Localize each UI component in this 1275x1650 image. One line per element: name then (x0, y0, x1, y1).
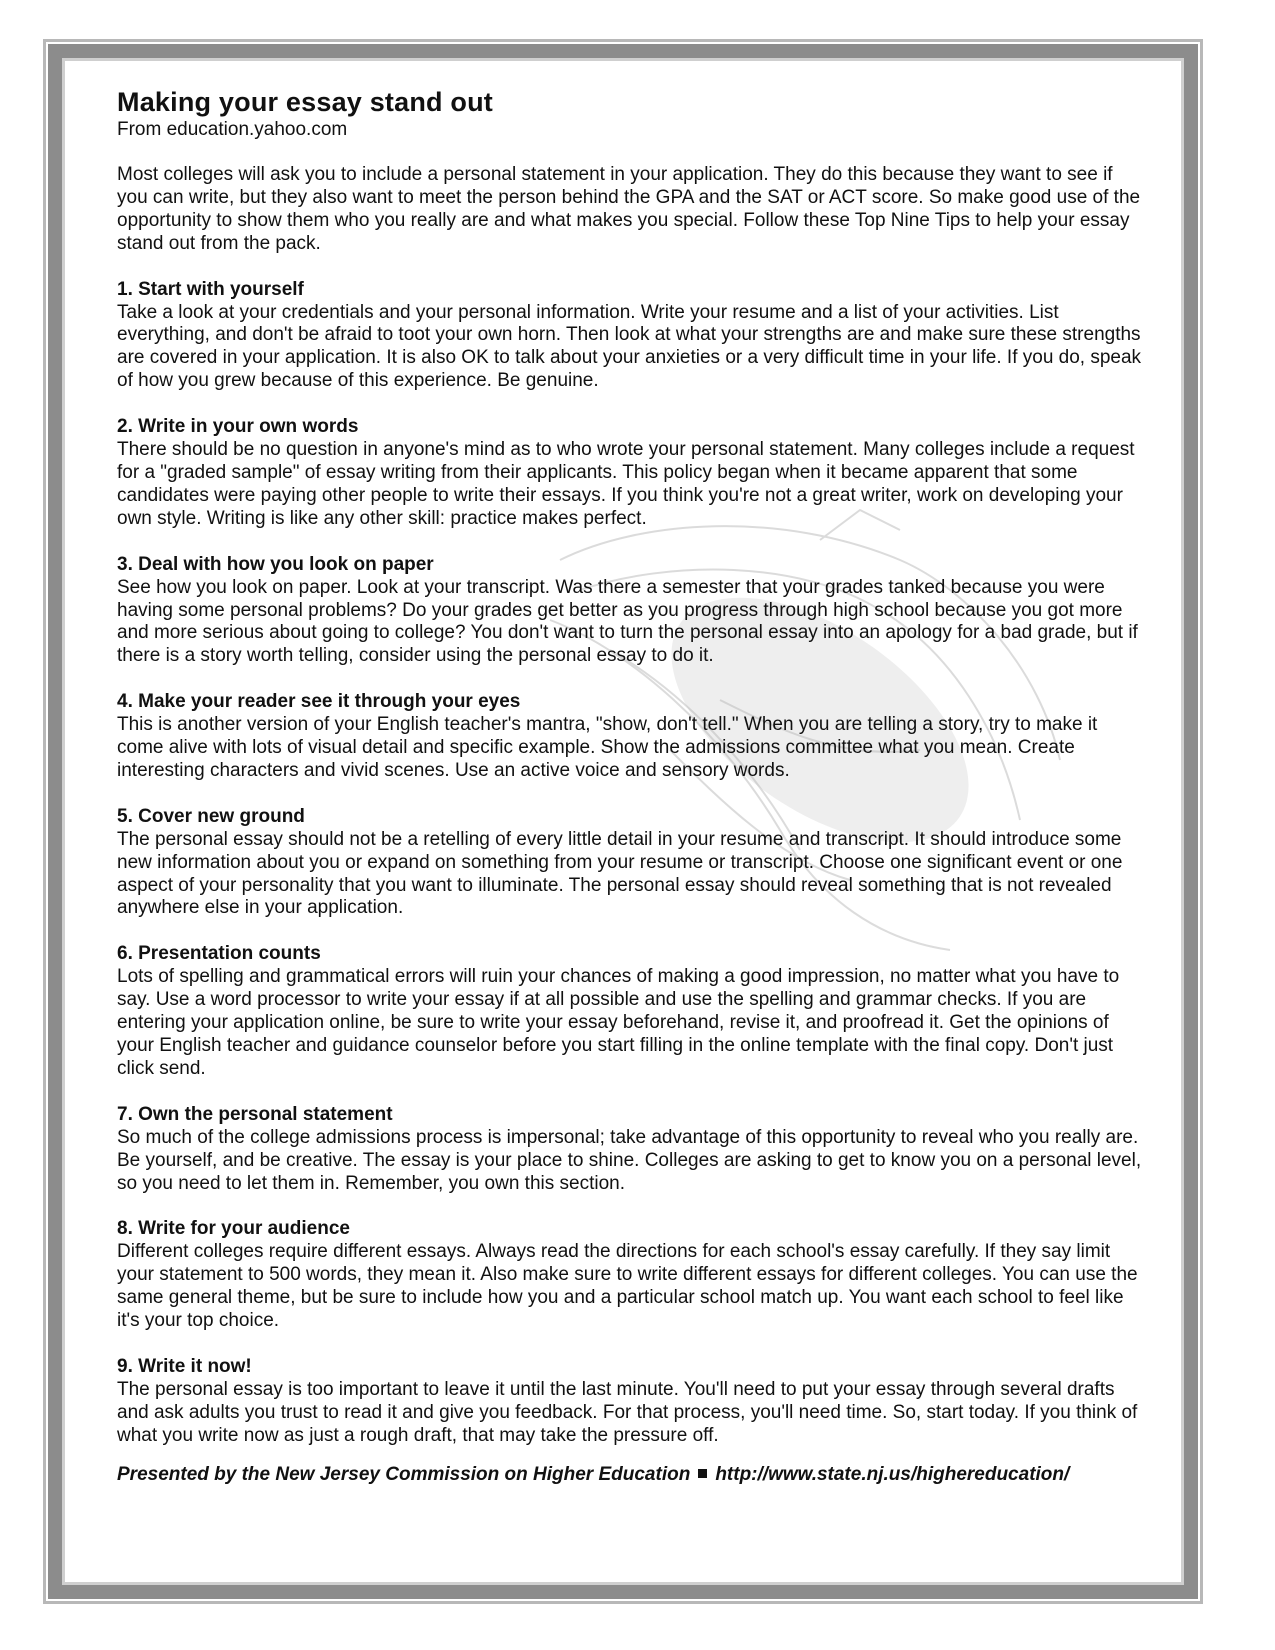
tip-heading: 7. Own the personal statement (117, 1103, 393, 1125)
tip-heading: 6. Presentation counts (117, 943, 321, 965)
tip-heading: 2. Write in your own words (117, 416, 359, 438)
tip-5 (117, 806, 1147, 921)
square-bullet-icon (698, 1469, 707, 1478)
article (117, 86, 1147, 1471)
tip-body: This is another version of your English teacher's mantra, "show, don't tell." When you are telling a story, try to make it come alive with lots of visual detail and specific example. Show the admissions committee what you mean. Create interesting characters and vivid scenes. Use an active voice and sensory words. (117, 714, 1098, 781)
tip-1 (117, 279, 1147, 394)
tip-body: See how you look on paper. Look at your transcript. Was there a semester that your grades tanked because you were having some personal problems? Do your grades get better as you progress through high school because you got more and more serious about going to college? You don't want to turn the personal essay into an apology for a bad grade, but if there is a story worth telling, consider using the personal essay to do it. (117, 576, 1138, 667)
tip-9 (117, 1356, 1147, 1448)
tip-7 (117, 1104, 1147, 1196)
footer-presenter: Presented by the New Jersey Commission on Higher Education (117, 1464, 691, 1485)
tip-heading: 4. Make your reader see it through your eyes (117, 691, 521, 713)
tip-8 (117, 1218, 1147, 1333)
tip-2 (117, 416, 1147, 531)
footer-url[interactable]: http://www.state.nj.us/highereducation/ (715, 1464, 1070, 1485)
tip-body: So much of the college admissions process is impersonal; take advantage of this opportunity to reveal who you really are. Be yourself, and be creative. The essay is your place to shine. Colleges are asking to get to know you on a personal level, so you need to let them in. Remember, you own this section. (117, 1126, 1142, 1194)
tip-6 (117, 943, 1147, 1080)
page-title: Making your essay stand out (117, 87, 493, 117)
tip-heading: 8. Write for your audience (117, 1218, 350, 1240)
tip-heading: 3. Deal with how you look on paper (117, 553, 434, 575)
tip-body: Different colleges require different essays. Always read the directions for each school's essay carefully. If they say limit your statement to 500 words, they mean it. Also make sure to write different essays for different colleges. You can use the same general theme, but be sure to include how you and a particular school match up. You want each school to feel like it's your top choice. (117, 1241, 1138, 1332)
tip-heading: 1. Start with yourself (117, 278, 304, 300)
tip-body: There should be no question in anyone's mind as to who wrote your personal statement. Many colleges include a request for a "graded sample" of essay writing from their applicants. This policy began when it became apparent that some candidates were paying other people to write their essays. If you think you're not a great writer, work on developing your own style. Writing is like any other skill: practice makes perfect. (117, 439, 1135, 529)
footer (117, 1464, 1069, 1486)
tip-body: Take a look at your credentials and your personal information. Write your resume and a list of your activities. List everything, and don't be afraid to toot your own horn. Then look at what your strengths are and make sure these strengths are covered in your application. It is also OK to talk about your anxieties or a very difficult time in your life. If you do, speak of how you grew because of this experience. Be genuine. (117, 301, 1142, 392)
intro-paragraph: Most colleges will ask you to include a personal statement in your application. They do this because they want to see if you can write, but they also want to meet the person behind the GPA and the SAT or ACT score. So make good use of the opportunity to show them who you really are and what makes you special. Follow these Top Nine Tips to help your essay stand out from the pack. (117, 164, 1141, 254)
tip-heading: 5. Cover new ground (117, 805, 305, 827)
tip-body: The personal essay is too important to leave it until the last minute. You'll need to put your essay through several drafts and ask adults you trust to read it and give you feedback. For that process, you'll need time. So, start today. If you think of what you write now as just a rough draft, that may take the pressure off. (117, 1378, 1138, 1446)
tip-body: The personal essay should not be a retelling of every little detail in your resume and transcript. It should introduce some new information about you or expand on something from your resume or transcript. Choose one significant event or one aspect of your personality that you want to illuminate. The personal essay should reveal something that is not revealed anywhere else in your application. (117, 828, 1123, 919)
tip-4 (117, 691, 1147, 783)
tip-heading: 9. Write it now! (117, 1355, 252, 1377)
source-line: From education.yahoo.com (117, 119, 348, 140)
tip-body: Lots of spelling and grammatical errors will ruin your chances of making a good impression, no matter what you have to say. Use a word processor to write your essay if at all possible and use the spelling and grammar checks. If you are entering your application online, be sure to write your essay beforehand, revise it, and proofread it. Get the opinions of your English teacher and guidance counselor before you start filling in the online template with the final copy. Don't just click send. (117, 966, 1120, 1079)
tip-3 (117, 554, 1147, 669)
